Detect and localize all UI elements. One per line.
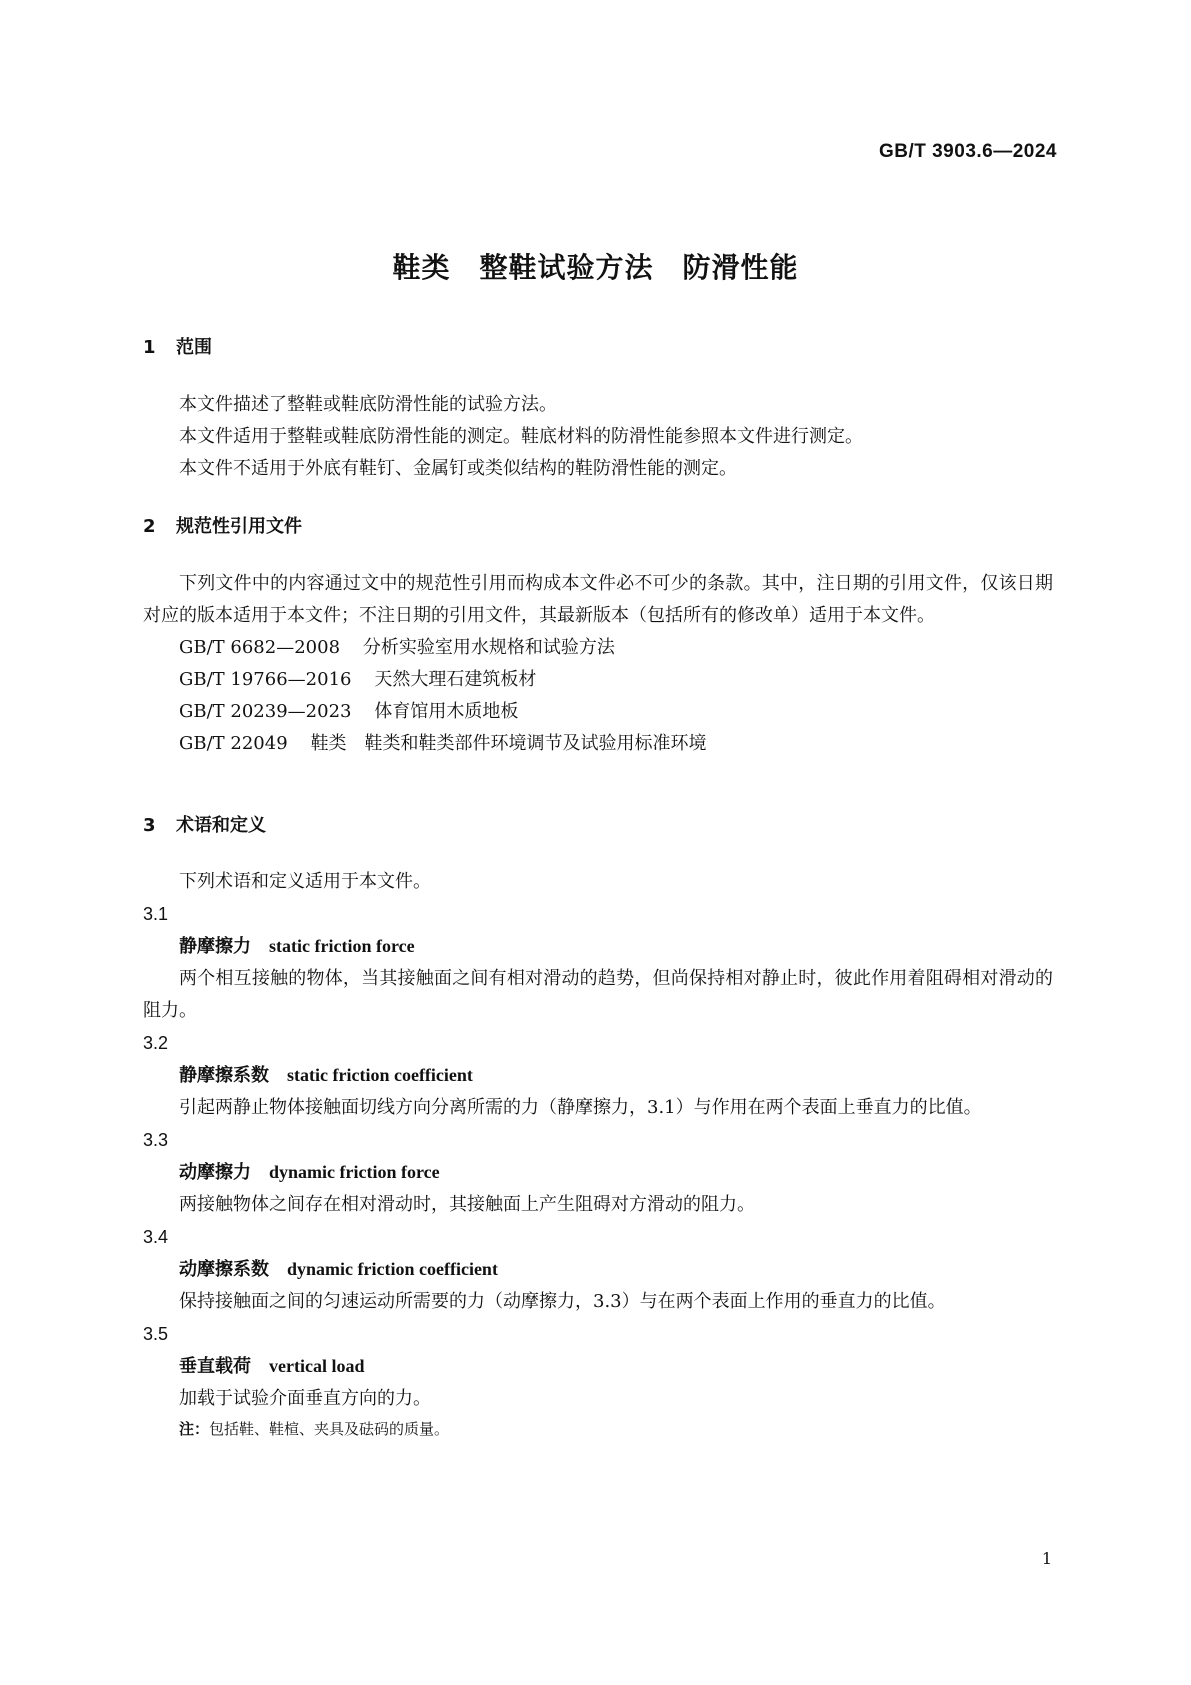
term-name (143, 1253, 1053, 1286)
reference-title: 鞋类 鞋类和鞋类部件环境调节及试验用标准环境 (310, 733, 707, 754)
section-1-heading (143, 333, 212, 359)
term-number: 3.2 (143, 1033, 169, 1053)
term-note (143, 1415, 1053, 1443)
paragraph: 本文件不适用于外底有鞋钉、金属钉或类似结构的鞋防滑性能的测定。 (179, 458, 737, 479)
reference-code: GB/T 6682—2008 (179, 637, 341, 658)
term-name-zh: 静摩擦力 (179, 936, 251, 957)
section-number: 2 (143, 516, 156, 537)
term-name-en: static friction coefficient (287, 1065, 473, 1085)
term-definition: 加载于试验介面垂直方向的力。 (179, 1388, 431, 1409)
section-title: 规范性引用文件 (176, 516, 302, 537)
note-label: 注： (179, 1420, 210, 1438)
reference-title: 体育馆用木质地板 (374, 701, 519, 722)
reference-code: GB/T 22049 (179, 733, 288, 754)
paragraph: 下列术语和定义适用于本文件。 (179, 871, 431, 892)
term-number: 3.4 (143, 1227, 169, 1247)
paragraph: 本文件适用于整鞋或鞋底防滑性能的测定。鞋底材料的防滑性能参照本文件进行测定。 (179, 426, 863, 447)
term-number: 3.3 (143, 1130, 169, 1150)
term-definition: 保持接触面之间的匀速运动所需要的力（动摩擦力，3.3）与在两个表面上作用的垂直力的比值。 (179, 1291, 946, 1312)
section-title: 术语和定义 (176, 815, 266, 836)
term-name-en: static friction force (269, 936, 415, 956)
paragraph: 本文件描述了整鞋或鞋底防滑性能的试验方法。 (179, 394, 557, 415)
page-number: 1 (1041, 1549, 1052, 1568)
term-name (143, 1059, 1053, 1092)
reference-item (143, 632, 1053, 664)
term-name-zh: 垂直载荷 (179, 1356, 251, 1377)
note-text: 包括鞋、鞋楦、夹具及砝码的质量。 (209, 1420, 450, 1438)
term-definition: 两接触物体之间存在相对滑动时，其接触面上产生阻碍对方滑动的阻力。 (179, 1194, 755, 1215)
term-name (143, 1156, 1053, 1189)
reference-code: GB/T 20239—2023 (179, 701, 352, 722)
section-3-heading (143, 811, 266, 837)
section-2-body (143, 568, 1053, 760)
term-name (143, 1350, 1053, 1383)
paragraph: 下列文件中的内容通过文中的规范性引用而构成本文件必不可少的条款。其中，注日期的引用文件，仅该日期对应的版本适用于本文件；不注日期的引用文件，其最新版本（包括所有的修改单）适用于本文件。 (143, 573, 1053, 626)
standard-code: GB/T 3903.6—2024 (878, 141, 1057, 162)
term-number: 3.1 (143, 904, 169, 924)
term-name-en: dynamic friction force (269, 1162, 440, 1182)
term-name-zh: 静摩擦系数 (179, 1065, 269, 1086)
document-title: 鞋类 整鞋试验方法 防滑性能 (392, 251, 799, 284)
reference-code: GB/T 19766—2016 (179, 669, 352, 690)
term-number: 3.5 (143, 1324, 169, 1344)
term-name-zh: 动摩擦力 (179, 1162, 251, 1183)
term-name-zh: 动摩擦系数 (179, 1259, 269, 1280)
term-name-en: dynamic friction coefficient (287, 1259, 498, 1279)
term-name (143, 930, 1053, 963)
reference-item (143, 728, 1053, 760)
reference-title: 天然大理石建筑板材 (374, 669, 537, 690)
term-definition: 两个相互接触的物体，当其接触面之间有相对滑动的趋势，但尚保持相对静止时，彼此作用着阻碍相对滑动的阻力。 (143, 968, 1053, 1021)
reference-title: 分析实验室用水规格和试验方法 (362, 637, 615, 658)
section-number: 1 (143, 337, 156, 358)
section-title: 范围 (176, 337, 212, 358)
section-number: 3 (143, 815, 156, 836)
reference-item (143, 696, 1053, 728)
term-definition: 引起两静止物体接触面切线方向分离所需的力（静摩擦力，3.1）与作用在两个表面上垂直力的比值。 (179, 1097, 982, 1118)
section-3-body (143, 866, 1053, 1443)
term-name-en: vertical load (269, 1356, 365, 1376)
section-2-heading (143, 512, 302, 538)
reference-item (143, 664, 1053, 696)
section-1-body (143, 389, 1053, 485)
